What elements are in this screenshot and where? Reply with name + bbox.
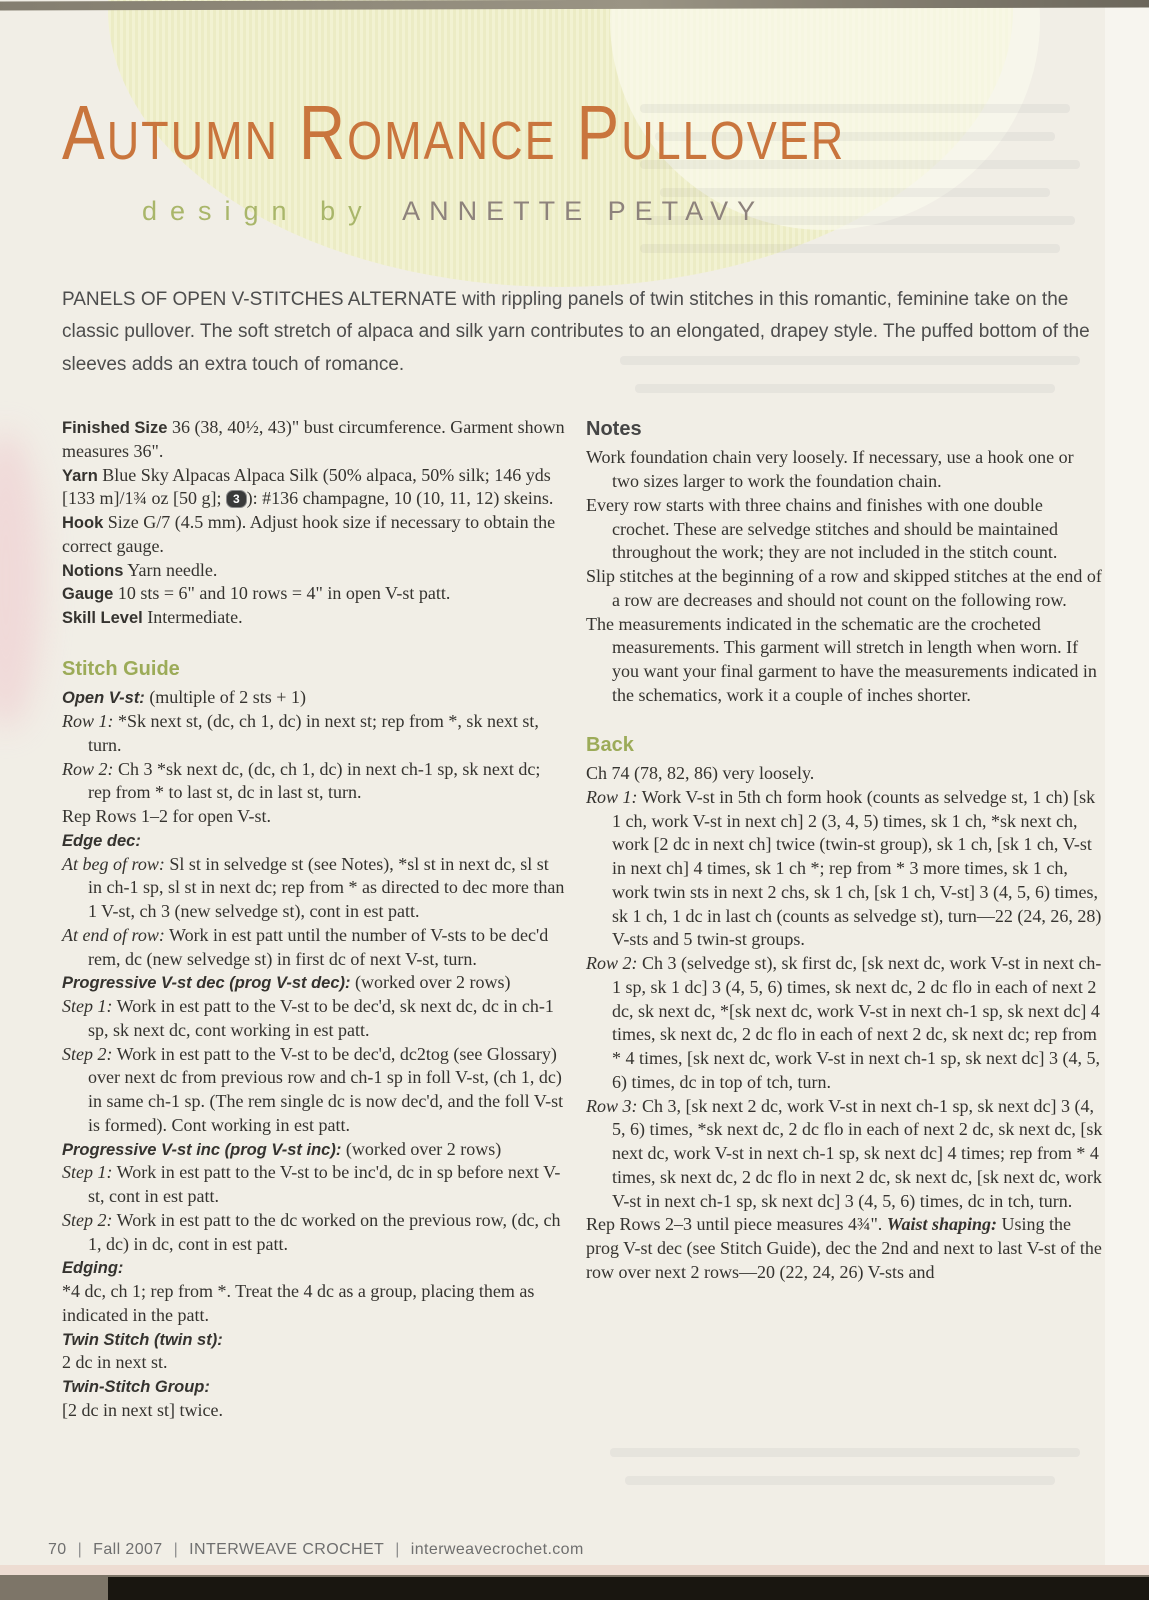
intro-paragraph: PANELS OF OPEN V-STITCHES ALTERNATE with rippling panels of twin stitches in this romantic, feminine take on the classic pullover. The soft stretch of alpaca and silk yarn contributes to an elongated, drapey style. The puffed bottom of the sleeves adds an extra touch of romance.: [62, 289, 1090, 375]
gauge-line: [62, 582, 566, 606]
entry-text: *Sk next st, (dc, ch 1, dc) in next st; rep from *, sk next st, turn.: [88, 711, 539, 755]
hook-line: [62, 511, 566, 559]
notes-block: [586, 446, 1104, 707]
note-item: The measurements indicated in the schematic are the crocheted measurements. This garment will stretch in length when worn. If you want your final garment to have the measurements indicated in the schematics, work it a couple of inches shorter.: [586, 613, 1097, 705]
skill-level-text: Intermediate.: [147, 607, 243, 628]
yarn-text-cont: ): #136 champagne, 10 (10, 11, 12) skeins.: [246, 488, 554, 509]
waist-shaping-paragraph: [586, 1213, 1104, 1284]
issue-name: Fall 2007: [93, 1541, 163, 1558]
gauge-text: 10 sts = 6" and 10 rows = 4" in open V-st patt.: [117, 583, 451, 604]
skill-level-line: [62, 606, 566, 630]
stitch-guide-entry: [62, 686, 566, 710]
stitch-guide-entry: [62, 710, 566, 758]
row-label: Row 1:: [586, 786, 638, 807]
stitch-guide-entry: [62, 995, 566, 1043]
pattern-row: [586, 952, 1104, 1095]
finished-size-text: 36 (38, 40½, 43)" bust circumference. Garment shown measures 36".: [62, 417, 565, 461]
entry-label: At end of row:: [62, 924, 165, 945]
waist-shaping-label: Waist shaping:: [886, 1214, 997, 1235]
left-column: [62, 416, 566, 1423]
stitch-guide-entry: [62, 1043, 566, 1138]
right-column: [586, 416, 1104, 1285]
footer-separator: |: [173, 1541, 179, 1558]
entry-text: Work in est patt to the V-st to be dec'd, dc2tog (see Glossary) over next dc from previous row and ch-1 sp in foll V-st, (ch 1, dc) in same ch-1 sp. (The rem single dc is now dec'd, and the foll V-st is formed). Cont working in est patt.: [88, 1043, 564, 1135]
entry-text: Work in est patt until the number of V-sts to be dec'd rem, dc (new selvedge st) in first dc of next V-st, turn.: [88, 924, 549, 969]
entry-label: At beg of row:: [62, 853, 165, 874]
entry-label: Row 1:: [62, 711, 114, 731]
stitch-guide-entry: [62, 1328, 566, 1352]
notions-text: Yarn needle.: [127, 559, 218, 580]
note-item: Work foundation chain very loosely. If necessary, use a hook one or two sizes larger to work the foundation chain.: [586, 447, 1074, 492]
magazine-name: INTERWEAVE CROCHET: [189, 1541, 385, 1558]
footer-separator: |: [77, 1541, 83, 1558]
stitch-guide-entry: 2 dc in next st.: [62, 1352, 168, 1373]
stitch-guide-entry: [62, 829, 566, 853]
entry-label: Open V-st:: [62, 689, 145, 708]
stitch-guide-heading: Stitch Guide: [62, 657, 180, 680]
entry-text: (multiple of 2 sts + 1): [149, 687, 306, 708]
hook-text: Size G/7 (4.5 mm). Adjust hook size if necessary to obtain the correct gauge.: [62, 512, 556, 556]
entry-label: Step 1:: [62, 996, 113, 1017]
row-text: Ch 3 (selvedge st), sk first dc, [sk next dc, work V-st in next ch-1 sp, sk 1 dc] 3 (4, 5, 6) times, sk next dc, 2 dc flo in each of next 2 dc, sk next dc, *[sk next dc, work V-st in next ch-1 sp, sk next dc] 4 times, sk next dc, 2 dc flo in each of next 2 dc, sk next dc; rep from * 4 times, [sk next dc, work V-st in next ch-1 sp, sk next dc] 3 (4, 5, 6) times, dc in top of tch, turn.: [612, 953, 1102, 1092]
pattern-row: [586, 1095, 1104, 1214]
yarn-text: Blue Sky Alpacas Alpaca Silk (50% alpaca, 50% silk; 146 yds [133 m]/1¾ oz [50 g];: [62, 464, 551, 509]
entry-text: (worked over 2 rows): [345, 1138, 502, 1159]
finished-size-label: Finished Size: [62, 419, 168, 437]
stitch-guide-entry: [62, 971, 566, 995]
stitch-guide-entry: [62, 924, 566, 972]
page-number: 70: [48, 1541, 67, 1558]
page-title: Autumn Romance Pullover: [62, 89, 846, 176]
closing-text-cont: Using the prog V-st dec (see Stitch Guide), dec the 2nd and next to last V-st of the row over next 2 rows—20 (22, 24, 26) V-sts and: [586, 1214, 1102, 1282]
stitch-guide-entry: [62, 1375, 566, 1399]
row-label: Row 3:: [586, 1095, 638, 1116]
yarn-weight-badge-icon: 3: [226, 490, 247, 508]
entry-text: Work in est patt to the dc worked on the previous row, (dc, ch 1, dc) in dc, cont in est patt.: [88, 1209, 561, 1254]
magazine-website: interweavecrochet.com: [410, 1541, 584, 1558]
notions-line: [62, 559, 566, 583]
back-intro-line: Ch 74 (78, 82, 86) very loosely.: [586, 763, 815, 784]
finished-size-line: [62, 416, 566, 464]
back-instructions-block: [586, 762, 1104, 1285]
page-footer: [48, 1541, 584, 1559]
yarn-label: Yarn: [62, 466, 98, 485]
skill-level-label: Skill Level: [62, 609, 143, 628]
entry-label: Row 2:: [62, 758, 114, 779]
entry-text: Work in est patt to the V-st to be inc'd, dc in sp before next V-st, cont in est patt.: [88, 1162, 561, 1207]
row-text: Ch 3, [sk next 2 dc, work V-st in next ch-1 sp, sk next dc] 3 (4, 5, 6) times, *sk next dc, 2 dc flo in each of next 2 dc, sk next dc, [sk next dc, work V-st in next ch-1 sp, sk next dc] 4 times; rep from * 4 times, sk next dc, 2 dc flo in next 2 dc, sk next dc, [sk next dc, work V-st in next ch-1 sp, sk next dc] 3 (4, 5, 6) times, dc in tch, turn.: [612, 1095, 1103, 1211]
designer-name: ANNETTE PETAVY: [402, 196, 765, 226]
entry-label: Step 2:: [62, 1043, 113, 1064]
entry-label: Edging:: [62, 1259, 124, 1278]
row-text: Work V-st in 5th ch form hook (counts as selvedge st, 1 ch) [sk 1 ch, work V-st in next ch] 2 (3, 4, 5) times, sk 1 ch, *sk next ch, work [2 dc in next ch] twice (twin-st group), sk 1 ch, [sk 1 ch, V-st in next ch] 4 times, sk 1 ch *; rep from * 3 more times, sk 1 ch, work twin sts in next 2 chs, sk 1 ch, [sk 1 ch, V-st] 3 (4, 5, 6) times, sk 1 ch, 1 dc in last ch (counts as selvedge st), turn—22 (24, 26, 28) V-sts and 5 twin-st groups.: [612, 786, 1102, 950]
entry-label: Twin-Stitch Group:: [62, 1378, 210, 1397]
entry-label: Edge dec:: [62, 831, 141, 850]
stitch-guide-block: [62, 686, 566, 1422]
entry-label: Step 2:: [62, 1209, 113, 1230]
entry-text: Work in est patt to the V-st to be dec'd, sk next dc, dc in ch-1 sp, sk next dc, cont working in est patt.: [88, 996, 554, 1040]
pattern-row: [586, 786, 1104, 952]
gauge-label: Gauge: [62, 585, 114, 604]
entry-label: Progressive V-st inc (prog V-st inc):: [62, 1140, 342, 1159]
stitch-guide-entry: [62, 758, 566, 806]
row-label: Row 2:: [586, 953, 638, 974]
entry-text: (worked over 2 rows): [355, 972, 511, 993]
notions-label: Notions: [62, 561, 124, 580]
stitch-guide-entry: Rep Rows 1–2 for open V-st.: [62, 806, 272, 826]
entry-text: Ch 3 *sk next dc, (dc, ch 1, dc) in next ch-1 sp, sk next dc; rep from * to last st, dc in last st, turn.: [88, 758, 541, 803]
byline: [142, 196, 764, 227]
yarn-line: [62, 464, 566, 512]
stitch-guide-entry: [2 dc in next st] twice.: [62, 1399, 223, 1420]
hook-label: Hook: [62, 514, 104, 533]
stitch-guide-entry: [62, 1138, 566, 1162]
entry-label: Twin Stitch (twin st):: [62, 1330, 223, 1349]
stitch-guide-entry: [62, 1209, 566, 1257]
back-section-heading: Back: [586, 733, 634, 756]
note-item: Every row starts with three chains and finishes with one double crochet. These are selvedge stitches and should be maintained throughout the work; they are not included in the stitch count.: [586, 494, 1059, 563]
stitch-guide-entry: [62, 1256, 566, 1280]
byline-prefix: design by: [142, 196, 375, 226]
notes-heading: Notes: [586, 418, 642, 440]
stitch-guide-entry: *4 dc, ch 1; rep from *. Treat the 4 dc as a group, placing them as indicated in the patt.: [62, 1281, 535, 1325]
stitch-guide-entry: [62, 1161, 566, 1209]
entry-label: Progressive V-st dec (prog V-st dec):: [62, 974, 351, 993]
closing-text: Rep Rows 2–3 until piece measures 4¾".: [586, 1214, 887, 1235]
note-item: Slip stitches at the beginning of a row and skipped stitches at the end of a row are decreases and should not count on the following row.: [586, 566, 1102, 610]
materials-block: [62, 416, 566, 630]
stitch-guide-entry: [62, 853, 566, 924]
entry-text: Sl st in selvedge st (see Notes), *sl st in next dc, sl st in ch-1 sp, sl st in next dc; rep from * as directed to dec more than 1 V-st, ch 3 (new selvedge st), cont in est patt.: [88, 853, 565, 922]
entry-label: Step 1:: [62, 1162, 113, 1183]
footer-separator: |: [395, 1541, 400, 1558]
